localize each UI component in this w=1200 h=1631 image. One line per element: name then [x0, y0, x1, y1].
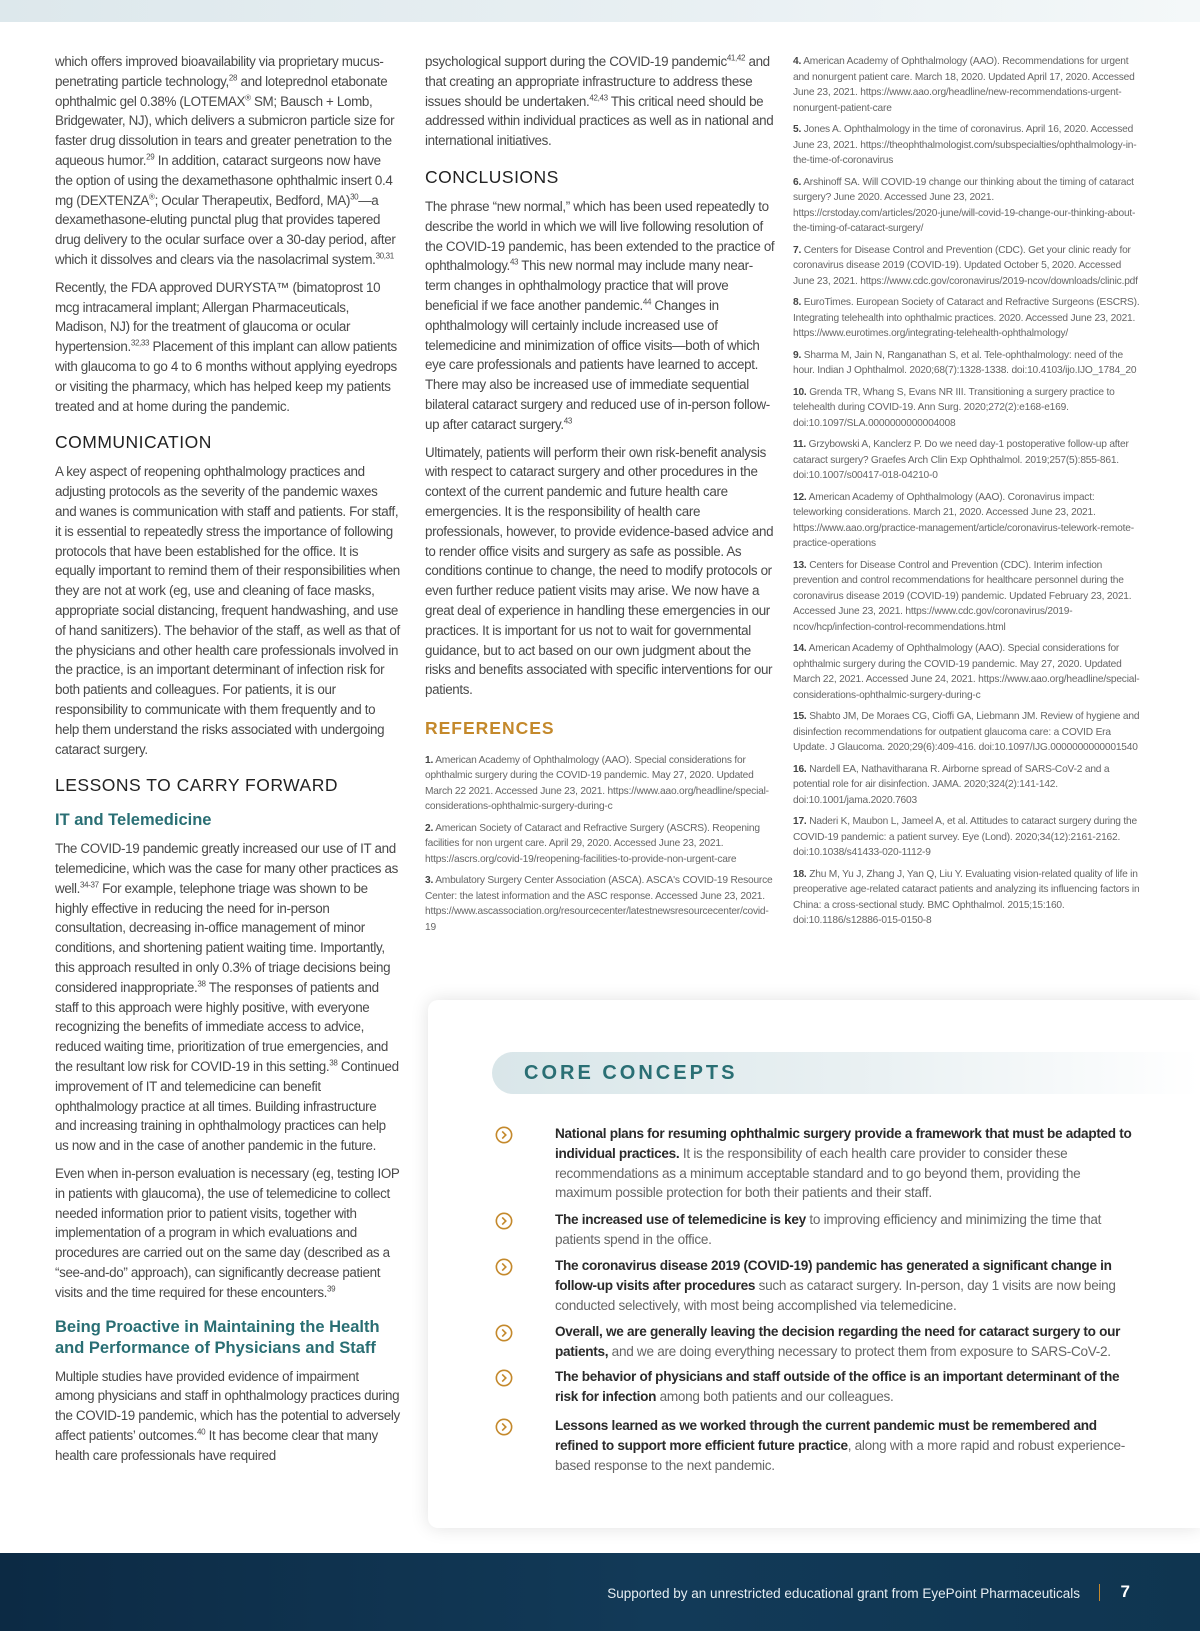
core-concept-text: The coronavirus disease 2019 (COVID-19) pandemic has generated a significant change in follow-up visits after procedures such as cataract surgery. In-person, day 1 visits are now being conducted selectively, with most being accomplished via telemedicine.: [555, 1258, 1116, 1313]
reference-number: 13.: [793, 559, 807, 571]
paragraph: which offers improved bioavailability via proprietary mucus-penetrating particle technology,$^{28}$ and loteprednol etabonate ophthalmic gel 0.38% (LOTEMAX® SM; Bausch + Lomb, Bridgewater, NJ), which delivers a submicron particle size for faster drug dissolution in tears and greater penetration to the aqueous humor.$^{29}$ In addition, cataract surgeons now have the option of using the dexamethasone ophthalmic insert 0.4 mg (DEXTENZA®; Ocular Therapeutix, Bedford, MA)$^{30}$—a dexamethasone-eluting punctal plug that provides tapered drug delivery to the ocular surface over a 30-day period, after which it dissolves and clears via the nasolacrimal system.$^{30,31}$: [55, 54, 396, 267]
reference-item: [793, 814, 1143, 861]
reference-text: EuroTimes. European Society of Cataract and Refractive Surgeons (ESCRS). Integrating telehealth into ophthalmic practices. 2020. Accessed June 23, 2021. https://www.eurotimes.org/integrating-telehealth-ophthalmology/: [793, 297, 1140, 339]
chevron-circle-icon: [495, 1212, 513, 1230]
reference-item: [793, 762, 1143, 809]
heading-lessons: LESSONS TO CARRY FORWARD: [55, 775, 338, 796]
paragraph: Even when in-person evaluation is necessary (eg, testing IOP in patients with glaucoma), the use of telemedicine to collect needed information prior to patient visits, together with implementation of a program in which evaluations and procedures are carried out on the same day (described as a “see-and-do” approach), can significantly decrease patient visits and the time required for these encounters.$^{39}$: [55, 1166, 400, 1300]
reference-number: 9.: [793, 349, 802, 361]
reference-item: [793, 490, 1143, 552]
reference-text: American Academy of Ophthalmology (AAO). Recommendations for urgent and nonurgent patient care. March 18, 2020. Updated April 17, 2020. Accessed June 23, 2021. https://www.aao.org/headline/new-recommendations-urgent-nonurgent-patient-care: [793, 56, 1135, 114]
reference-list: [793, 54, 1143, 929]
chevron-circle-icon: [495, 1258, 513, 1276]
core-concept-text: The behavior of physicians and staff outside of the office is an important determinant of the risk for infection among both patients and our colleagues.: [555, 1369, 1120, 1404]
reference-number: 4.: [793, 56, 802, 67]
core-concept-text: Overall, we are generally leaving the decision regarding the need for cataract surgery to our patients, and we are doing everything necessary to protect them from exposure to SARS-CoV-2.: [555, 1324, 1121, 1359]
reference-text: Sharma M, Jain N, Ranganathan S, et al. Tele-ophthalmology: need of the hour. Indian J Ophthalmol. 2020;68(7):1328-1338. doi:10.4103/ijo.IJO_1784_20: [793, 349, 1137, 376]
reference-text: American Academy of Ophthalmology (AAO). Special considerations for ophthalmic surgery during the COVID-19 pandemic. May 27, 2020. Updated March 22, 2021. Accessed June 24, 2021. https://www.aao.org/headline/special-considerations-ophthalmic-surgery-during-c: [793, 643, 1140, 701]
reference-text: Naderi K, Maubon L, Jameel A, et al. Attitudes to cataract surgery during the COVID-19 pandemic: a patient survey. Eye (Lond). 2020;34(12):2161-2162. doi:10.1038/s41433-020-1112-9: [793, 816, 1137, 858]
reference-number: 14.: [793, 643, 807, 654]
reference-number: 18.: [793, 868, 807, 880]
heading-conclusions: CONCLUSIONS: [425, 166, 559, 187]
paragraph: psychological support during the COVID-19 pandemic$^{41,42}$ and that creating an appropriate infrastructure to address these issues should be undertaken.$^{42,43}$ This critical need should be addressed within individual practices as well as in national and international initiatives.: [425, 53, 774, 149]
reference-text: Grzybowski A, Kanclerz P. Do we need day-1 postoperative follow-up after cataract surgery? Graefes Arch Clin Exp Ophthalmol. 2019;257(5):855-861. doi:10.1007/s00417-018-04210-0: [793, 439, 1129, 481]
reference-number: 10.: [793, 386, 807, 398]
top-band: [0, 0, 1200, 22]
reference-item: [793, 867, 1143, 929]
paragraph: Ultimately, patients will perform their own risk-benefit analysis with respect to cataract surgery and other procedures in the context of the current pandemic and future health care emergencies. It is the responsibility of health care professionals, however, to provide evidence-based advice and to render office visits and surgery as safe as possible. As conditions continue to change, the need to modify protocols or even further reduce patient visits may arise. We now have a great deal of experience in handling these emergencies in our practices. It is important for us not to wait for governmental guidance, but to act based on our own judgment about the risks and benefits associated with specific interventions for our patients.: [425, 444, 774, 698]
core-concept-text: National plans for resuming ophthalmic surgery provide a framework that must be adapted to individual practices. It is the responsibility of each health care provider to consider these recommendations as a minimum acceptable standard and to go beyond them, providing the maximum possible protection for both their patients and their staff.: [555, 1126, 1132, 1201]
reference-text: American Society of Cataract and Refractive Surgery (ASCRS). Reopening facilities for non urgent care. April 29, 2020. Accessed June 23, 2021. https://ascrs.org/covid-19/reopening-facilities-to-provide-non-urgent-care: [425, 822, 760, 865]
subheading-proactive: Being Proactive in Maintaining the Health and Performance of Physicians and Staff: [55, 1317, 380, 1357]
reference-number: 1.: [425, 754, 434, 766]
reference-list: [425, 753, 777, 936]
paragraph: A key aspect of reopening ophthalmology practices and adjusting protocols as the severity of the pandemic waxes and wanes is communication with staff and patients. For staff, it is essential to repeatedly stress the importance of following protocols that have been established for the office. It is equally important to remind them of their responsibilities when they are not at work (eg, use and cleaning of face masks, appropriate social distancing, frequent handwashing, and use of hand sanitizers). The behavior of the staff, as well as that of the physicians and other health care professionals involved in the practice, is an important determinant of infection risk for both patients and colleagues. For patients, it is our responsibility to communicate with them frequently and to help them understand the risks associated with undergoing cataract surgery.: [55, 464, 400, 757]
reference-number: 11.: [793, 439, 806, 450]
footer-sponsor-text: Supported by an unrestricted educational grant from EyePoint Pharmaceuticals: [607, 1586, 1080, 1601]
reference-item: [425, 873, 777, 935]
reference-number: 3.: [425, 875, 434, 887]
reference-item: [793, 348, 1143, 379]
reference-text: Centers for Disease Control and Prevention (CDC). Get your clinic ready for coronavirus disease 2019 (COVID-19). Updated October 5, 2020. Accessed June 23, 2021. https://www.cdc.gov/coronavirus/2019-ncov/downloads/clinic.pdf: [793, 244, 1138, 287]
reference-number: 7.: [793, 244, 802, 256]
paragraph: Recently, the FDA approved DURYSTA™ (bimatoprost 10 mcg intracameral implant; Allergan Pharmaceuticals, Madison, NJ) for the treatment of glaucoma or ocular hypertension.$^{32,33}$ Placement of this implant can allow patients with glaucoma to go 4 to 6 months without applying eyedrops or visiting the pharmacy, which has helped keep my patients treated and at home during the pandemic.: [55, 279, 397, 414]
core-concepts-header: [492, 1052, 1200, 1094]
footer: [0, 1553, 1200, 1631]
reference-text: Shabto JM, De Moraes CG, Cioffi GA, Liebmann JM. Review of hygiene and disinfection recommendations for outpatient glaucoma care: a COVID Era Update. J Glaucoma. 2020;29(6):409-416. doi:10.1097/IJG.0000000000001540: [793, 711, 1140, 753]
chevron-circle-icon: [495, 1369, 513, 1387]
heading-communication: COMMUNICATION: [55, 432, 212, 453]
reference-text: Jones A. Ophthalmology in the time of coronavirus. April 16, 2020. Accessed June 23, 2021. https://theophthalmologist.com/subspecialties/ophthalmology-in-the-time-of-coronavirus: [793, 124, 1137, 166]
reference-number: 2.: [425, 822, 434, 834]
chevron-circle-icon: [495, 1126, 513, 1144]
reference-number: 15.: [793, 711, 807, 722]
core-concept-text: The increased use of telemedicine is key to improving efficiency and minimizing the time that patients spend in the office.: [555, 1212, 1102, 1247]
reference-number: 6.: [793, 176, 802, 188]
reference-item: [793, 558, 1143, 636]
footer-separator: [1099, 1584, 1100, 1601]
reference-text: American Academy of Ophthalmology (AAO). Special considerations for ophthalmic surgery during the COVID-19 pandemic. May 27, 2020. Updated March 22 2021. Accessed June 23, 2021. https://www.aao.org/headline/special-considerations-ophthalmic-surgery-during-c: [425, 754, 769, 813]
reference-number: 16.: [793, 763, 807, 775]
reference-item: [793, 54, 1143, 116]
reference-number: 12.: [793, 491, 807, 503]
reference-item: [425, 753, 777, 815]
core-concepts-title: CORE CONCEPTS: [524, 1062, 738, 1084]
reference-number: 17.: [793, 816, 807, 827]
column-2: [425, 52, 777, 941]
reference-text: Ambulatory Surgery Center Association (ASCA). ASCA's COVID-19 Resource Center: the latest information and the ASC response. Accessed June 23, 2021. https://www.ascassociation.org/resourcecenter/latestnewsresourcecenter/covid-19: [425, 875, 773, 933]
reference-item: [793, 122, 1143, 169]
reference-text: Zhu M, Yu J, Zhang J, Yan Q, Liu Y. Evaluating vision-related quality of life in preoperative age-related cataract patients and analyzing its influencing factors in China: a cross-sectional study. BMC Ophthalmol. 2015;15:160. doi:10.1186/s12886-015-0150-8: [793, 868, 1140, 926]
chevron-circle-icon: [495, 1324, 513, 1342]
reference-text: Nardell EA, Nathavitharana R. Airborne spread of SARS-CoV-2 and a potential role for air disinfection. JAMA. 2020;324(2):141-142. doi:10.1001/jama.2020.7603: [793, 763, 1110, 806]
reference-item: [793, 175, 1143, 237]
column-1: [55, 52, 400, 1474]
reference-number: 5.: [793, 124, 802, 135]
paragraph: The phrase “new normal,” which has been used repeatedly to describe the world in which we will live following resolution of the COVID-19 pandemic, has been extended to the practice of ophthalmology.$^{43}$ This new normal may include many near-term changes in ophthalmology practice that will prove beneficial if we face another pandemic.$^{44}$ Changes in ophthalmology will certainly include increased use of telemedicine and minimization of office visits—both of which eye care professionals and patients have learned to accept. There may also be increased use of immediate sequential bilateral cataract surgery and reduced use of in-person follow-up after cataract surgery.$^{43}$: [425, 198, 775, 432]
paragraph: The COVID-19 pandemic greatly increased our use of IT and telemedicine, which was the case for many other practices as well.$^{34-37}$ For example, telephone triage was shown to be highly effective in reducing the need for in-person consultation, decreasing in-office management of minor conditions, and shortening patient waiting time. Importantly, this approach resulted in only 0.3% of triage decisions being considered inappropriate.$^{38}$ The responses of patients and staff to this approach were highly positive, with everyone recognizing the benefits of immediate access to advice, reduced waiting time, prioritization of true emergencies, and the resultant low risk for COVID-19 in this setting.$^{38}$ Continued improvement of IT and telemedicine can benefit ophthalmology practice at all times. Building infrastructure and increasing training in ophthalmology practices can help us now and in the case of another pandemic in the future.: [55, 841, 399, 1154]
reference-item: [793, 295, 1143, 342]
reference-text: American Academy of Ophthalmology (AAO). Coronavirus impact: teleworking considerations. March 21, 2020. Accessed June 23, 2021. https://www.aao.org/practice-management/article/coronavirus-telework-remote-practice-operations: [793, 491, 1134, 549]
reference-item: [793, 709, 1143, 756]
reference-item: [793, 385, 1143, 432]
page-number: 7: [1120, 1582, 1130, 1601]
paragraph: Multiple studies have provided evidence of impairment among physicians and staff in ophthalmology practices during the COVID-19 pandemic, which has the potential to adversely affect patients’ outcomes.$^{40}$ It has become clear that many health care professionals have required: [55, 1368, 400, 1463]
reference-item: [793, 437, 1143, 484]
heading-references: REFERENCES: [425, 717, 555, 738]
reference-text: Centers for Disease Control and Prevention (CDC). Interim infection prevention and control recommendations for healthcare personnel during the coronavirus disease 2019 (COVID-19) pandemic. Updated February 23, 2021. Accessed June 23, 2021. https://www.cdc.gov/coronavirus/2019-ncov/hcp/infection-control-recommendations.html: [793, 559, 1132, 633]
reference-item: [425, 821, 777, 868]
reference-number: 8.: [793, 297, 802, 308]
reference-text: Arshinoff SA. Will COVID-19 change our thinking about the timing of cataract surgery? June 2020. Accessed June 23, 2021. https://crstoday.com/articles/2020-june/will-covid-19-change-our-thinking-about-the-timing-of-cataract-surgery/: [793, 176, 1136, 234]
reference-item: [793, 243, 1143, 290]
reference-item: [793, 641, 1143, 703]
reference-text: Grenda TR, Whang S, Evans NR III. Transitioning a surgery practice to telehealth during COVID-19. Ann Surg. 2020;272(2):e168-e169. doi:10.1097/SLA.0000000000004008: [793, 386, 1115, 429]
column-3: [793, 54, 1143, 935]
subheading-it-telemedicine: IT and Telemedicine: [55, 811, 212, 830]
core-concept-text: Lessons learned as we worked through the current pandemic must be remembered and refined to support more efficient future practice, along with a more rapid and robust experience-based response to the next pandemic.: [555, 1418, 1125, 1473]
chevron-circle-icon: [495, 1418, 513, 1436]
